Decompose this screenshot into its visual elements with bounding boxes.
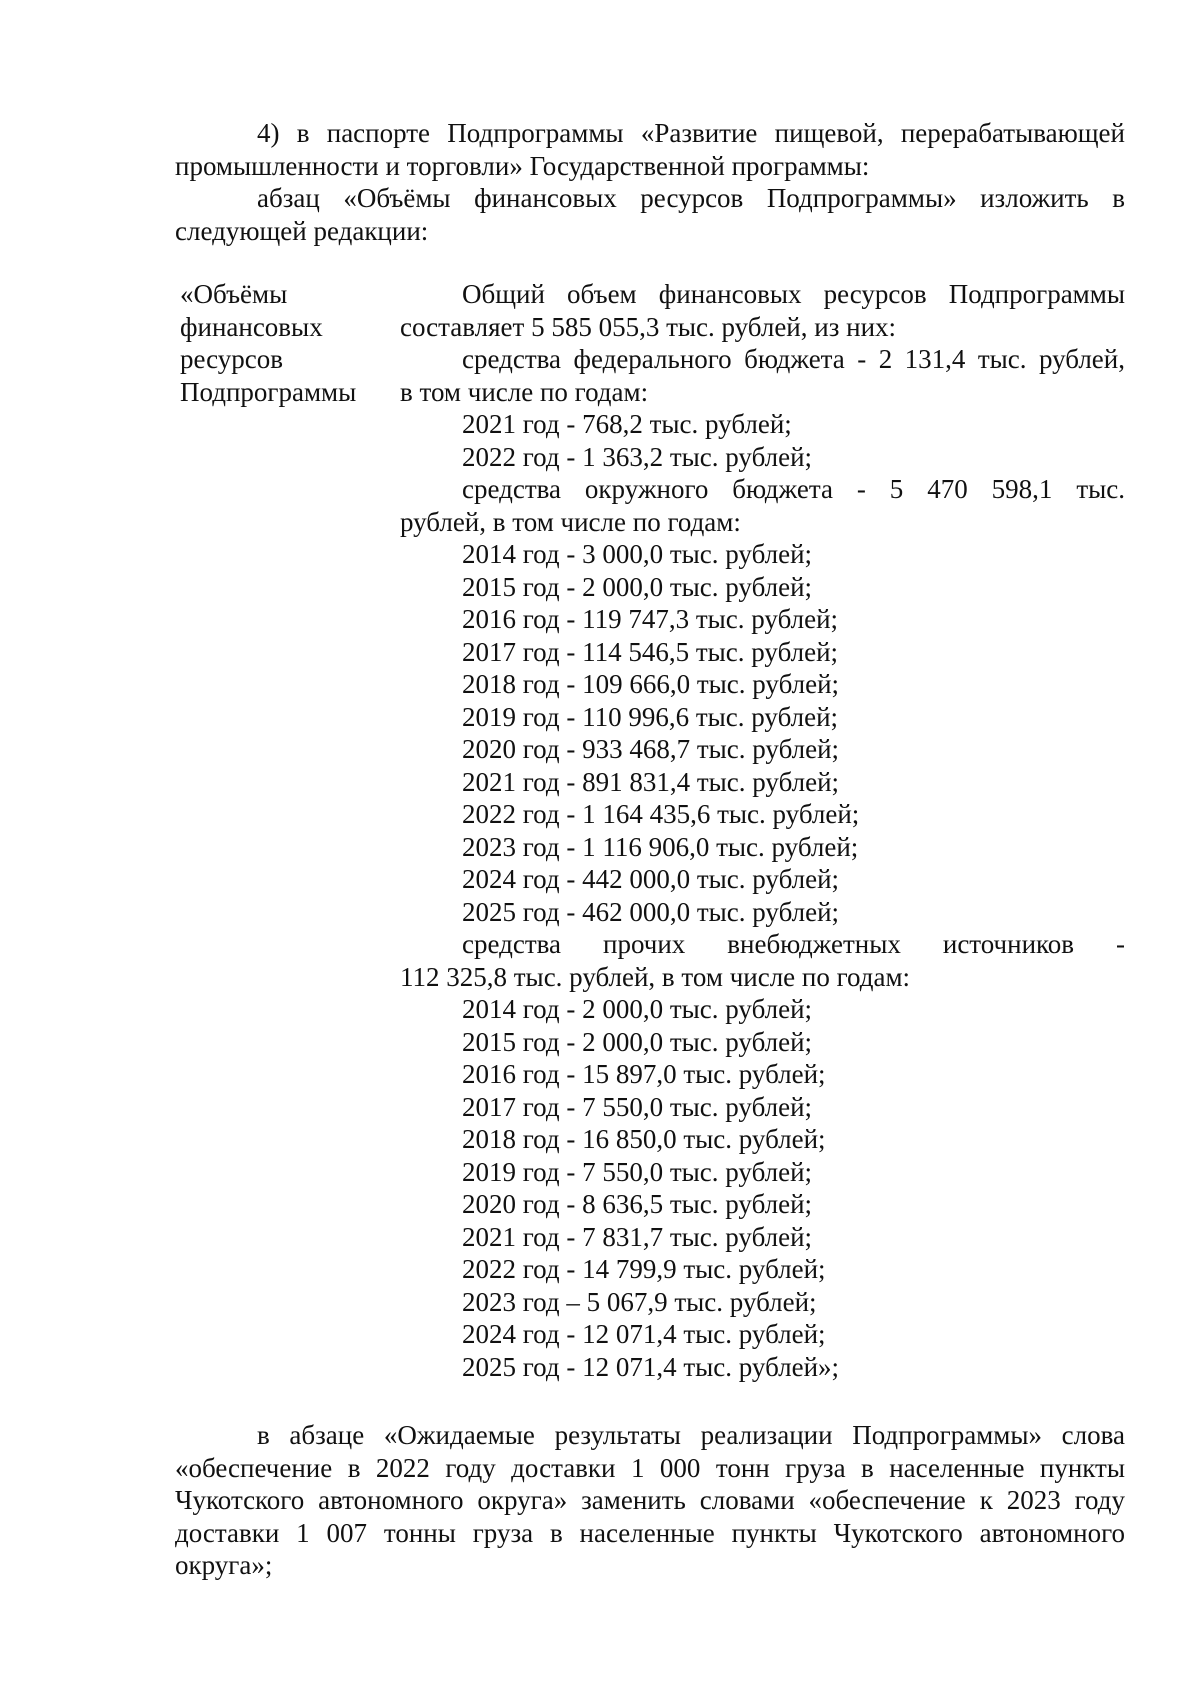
label-line: финансовых: [180, 311, 323, 342]
year-item: 2019 год - 7 550,0 тыс. рублей;: [462, 1156, 813, 1187]
year-item: 2025 год - 462 000,0 тыс. рублей;: [462, 896, 840, 927]
intro-line-2: промышленности и торговли» Государственной программы:: [175, 150, 870, 181]
label-line: «Объёмы: [180, 279, 288, 309]
district-years-list: [400, 538, 1125, 928]
year-item: 2020 год - 8 636,5 тыс. рублей;: [462, 1189, 813, 1219]
year-item: 2016 год - 15 897,0 тыс. рублей;: [462, 1059, 826, 1089]
year-item: 2015 год - 2 000,0 тыс. рублей;: [462, 1026, 813, 1057]
year-item: 2020 год - 933 468,7 тыс. рублей;: [462, 734, 840, 764]
total-line-1: Общий объем финансовых ресурсов Подпрограммы: [462, 279, 1125, 309]
year-item: 2018 год - 109 666,0 тыс. рублей;: [462, 669, 840, 699]
total-line-2: составляет 5 585 055,3 тыс. рублей, из них:: [400, 311, 897, 342]
year-item: 2018 год - 16 850,0 тыс. рублей;: [462, 1124, 826, 1154]
district-line-2: рублей, в том числе по годам:: [400, 506, 741, 537]
other-years-list: [400, 993, 1125, 1383]
passport-row-label: [180, 278, 390, 408]
intro-line-3: абзац «Объёмы финансовых ресурсов Подпрограммы» изложить в: [257, 183, 1125, 213]
outro-line-2: «обеспечение в 2022 году доставки 1 000 тонн груза в населенные пункты: [175, 1452, 1125, 1483]
year-item: 2022 год - 14 799,9 тыс. рублей;: [462, 1254, 826, 1284]
year-item: 2024 год - 442 000,0 тыс. рублей;: [462, 864, 840, 894]
outro-paragraph: [175, 1419, 1125, 1582]
intro-line-1: 4) в паспорте Подпрограммы «Развитие пищевой, перерабатывающей: [257, 118, 1125, 148]
year-item: 2025 год - 12 071,4 тыс. рублей»;: [462, 1351, 840, 1382]
other-line-2: 112 325,8 тыс. рублей, в том числе по годам:: [400, 961, 911, 992]
outro-line-5: округа»;: [175, 1550, 273, 1580]
district-line-1: средства окружного бюджета - 5 470 598,1 тыс.: [462, 474, 1125, 504]
federal-line-2: в том числе по годам:: [400, 376, 649, 407]
year-item: 2014 год - 2 000,0 тыс. рублей;: [462, 994, 813, 1024]
passport-row-value: [400, 278, 1125, 1383]
federal-years-list: [400, 408, 1125, 473]
intro-line-4: следующей редакции:: [175, 215, 429, 246]
label-line: ресурсов: [180, 344, 284, 374]
year-item: 2022 год - 1 363,2 тыс. рублей;: [462, 441, 813, 472]
outro-line-4: доставки 1 007 тонны груза в населенные пункты Чукотского автономного: [175, 1517, 1125, 1548]
year-item: 2014 год - 3 000,0 тыс. рублей;: [462, 539, 813, 569]
year-item: 2023 год - 1 116 906,0 тыс. рублей;: [462, 831, 859, 862]
year-item: 2019 год - 110 996,6 тыс. рублей;: [462, 701, 839, 732]
outro-line-3: Чукотского автономного округа» заменить словами «обеспечение к 2023 году: [175, 1485, 1125, 1515]
year-item: 2017 год - 114 546,5 тыс. рублей;: [462, 636, 839, 667]
year-item: 2021 год - 891 831,4 тыс. рублей;: [462, 766, 840, 797]
year-item: 2023 год – 5 067,9 тыс. рублей;: [462, 1286, 817, 1317]
year-item: 2017 год - 7 550,0 тыс. рублей;: [462, 1091, 813, 1122]
year-item: 2016 год - 119 747,3 тыс. рублей;: [462, 604, 839, 634]
other-line-1: средства прочих внебюджетных источников -: [462, 929, 1125, 959]
label-line: Подпрограммы: [180, 376, 357, 407]
federal-line-1: средства федерального бюджета - 2 131,4 тыс. рублей,: [462, 344, 1125, 374]
year-item: 2021 год - 7 831,7 тыс. рублей;: [462, 1221, 813, 1252]
year-item: 2015 год - 2 000,0 тыс. рублей;: [462, 571, 813, 602]
intro-paragraphs: [175, 117, 1125, 247]
year-item: 2024 год - 12 071,4 тыс. рублей;: [462, 1319, 826, 1349]
year-item: 2021 год - 768,2 тыс. рублей;: [462, 409, 792, 439]
outro-line-1: в абзаце «Ожидаемые результаты реализации Подпрограммы» слова: [257, 1420, 1125, 1450]
year-item: 2022 год - 1 164 435,6 тыс. рублей;: [462, 799, 860, 829]
